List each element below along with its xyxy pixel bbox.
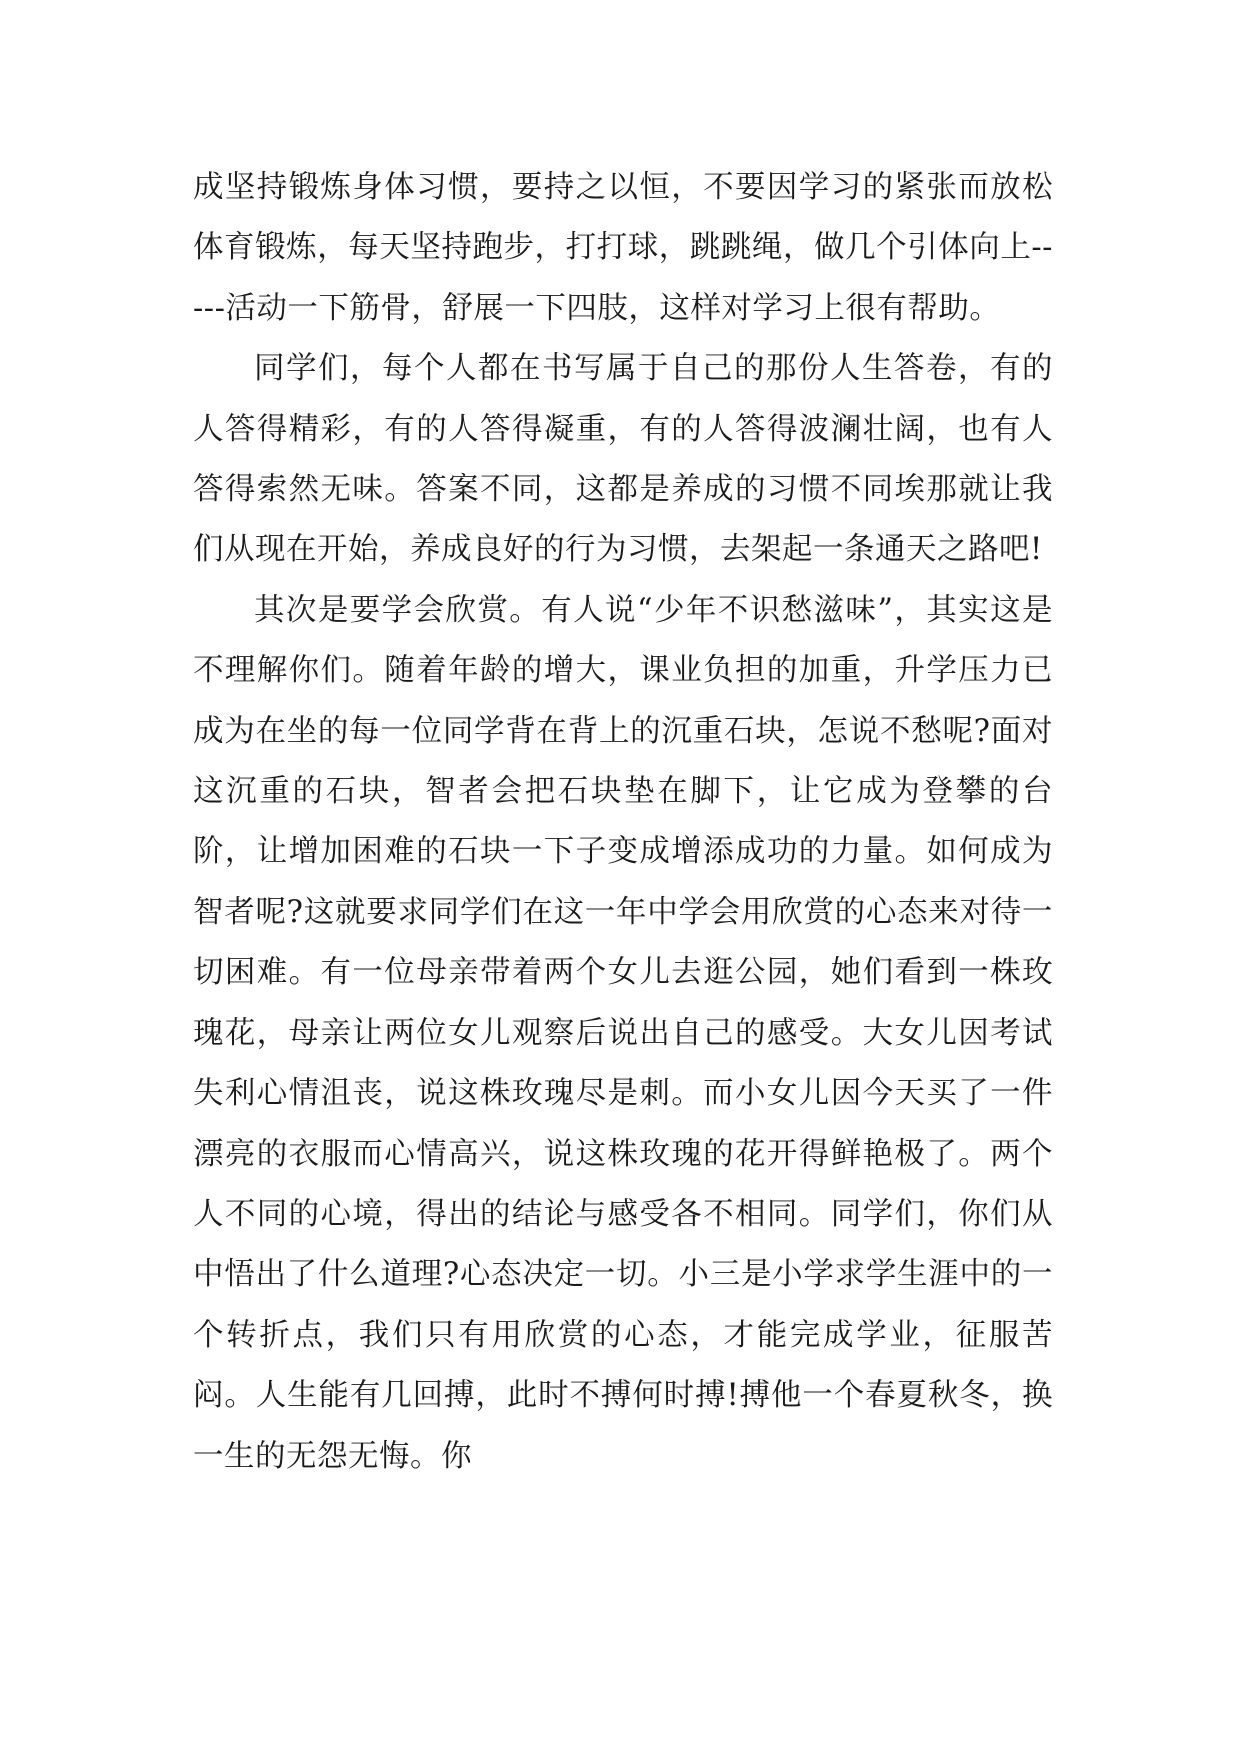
paragraph-exercise-habit: 成坚持锻炼身体习惯，要持之以恒，不要因学习的紧张而放松体育锻炼，每天坚持跑步，打打球，跳跳绳，做几个引体向上-----活动一下筋骨，舒展一下四肢，这样对学习上很有帮助。 xyxy=(193,170,1053,326)
document-body xyxy=(193,158,1053,1487)
paragraph-life-answer-sheet: 同学们，每个人都在书写属于自己的那份人生答卷，有的人答得精彩，有的人答得凝重，有的人答得波澜壮阔，也有人答得索然无味。答案不同，这都是养成的习惯不同埃那就让我们从现在开始，养成良好的行为习惯，去架起一条通天之路吧! xyxy=(193,351,1053,568)
paragraph-learn-appreciation: 其次是要学会欣赏。有人说“少年不识愁滋味”，其实这是不理解你们。随着年龄的增大，课业负担的加重，升学压力已成为在坐的每一位同学背在背上的沉重石块，怎说不愁呢?面对这沉重的石块，智者会把石块垫在脚下，让它成为登攀的台阶，让增加困难的石块一下子变成增添成功的力量。如何成为智者呢?这就要求同学们在这一年中学会用欣赏的心态来对待一切困难。有一位母亲带着两个女儿去逛公园，她们看到一株玫瑰花，母亲让两位女儿观察后说出自己的感受。大女儿因考试失利心情沮丧，说这株玫瑰尽是刺。而小女儿因今天买了一件漂亮的衣服而心情高兴，说这株玫瑰的花开得鲜艳极了。两个人不同的心境，得出的结论与感受各不相同。同学们，你们从中悟出了什么道理?心态决定一切。小三是小学求学生涯中的一个转折点，我们只有用欣赏的心态，才能完成学业，征服苦闷。人生能有几回搏，此时不搏何时搏!搏他一个春夏秋冬，换一生的无怨无悔。你 xyxy=(193,592,1053,1474)
